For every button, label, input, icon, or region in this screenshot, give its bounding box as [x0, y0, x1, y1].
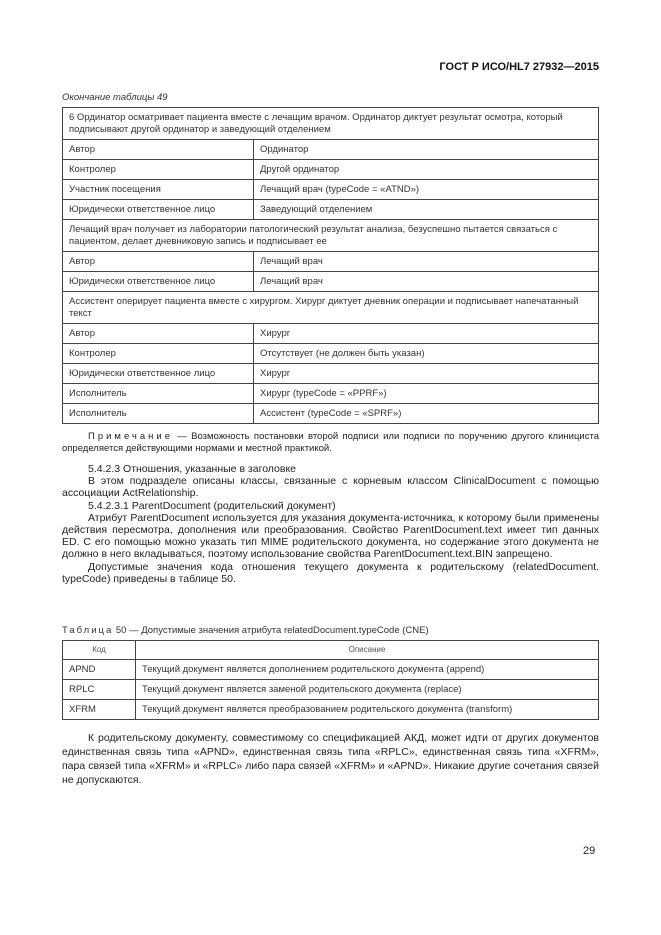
- header-description: Описание: [136, 641, 599, 660]
- description-cell: Текущий документ является преобразованием родительского документа (transform): [136, 700, 599, 720]
- table-header-row: [63, 641, 599, 660]
- participant-cell: Ассистент (typeCode = «SPRF»): [254, 404, 599, 424]
- table-row: [63, 140, 599, 160]
- table-row: [63, 700, 599, 720]
- code-cell: APND: [63, 660, 136, 680]
- table-section-row: [63, 220, 599, 252]
- table-50: [62, 640, 599, 720]
- table-section-row: [63, 292, 599, 324]
- participant-cell: Заведующий отделением: [254, 200, 599, 220]
- closing-text: К родительскому документу, совместимому со спецификацией АКД, может идти от других документов единственная связь типа «APND», единственная связь типа «RPLC», единственная связь типа «XFRM», пара связей типа «XFRM» и «RPLC» либо пара связей «XFRM» и «APND». Никакие другие сочетания связей не допускаются.: [62, 732, 599, 786]
- table-row: [63, 344, 599, 364]
- note: [62, 431, 599, 455]
- page-number: 29: [583, 845, 596, 857]
- participant-cell: Отсутствует (не должен быть указан): [254, 344, 599, 364]
- code-cell: RPLC: [63, 680, 136, 700]
- table-row: [63, 252, 599, 272]
- role-cell: Юридически ответственное лицо: [63, 364, 254, 384]
- participant-cell: Лечащий врач: [254, 252, 599, 272]
- table-49-caption: Окончание таблицы 49: [62, 92, 168, 103]
- role-cell: Автор: [63, 324, 254, 344]
- subsection-heading: 5.4.2.3.1 ParentDocument (родительский документ): [88, 499, 336, 512]
- note-label: Примечание: [88, 431, 173, 442]
- role-cell: Исполнитель: [63, 404, 254, 424]
- participant-cell: Хирург (typeCode = «PPRF»): [254, 384, 599, 404]
- description-cell: Текущий документ является дополнением родительского документа (append): [136, 660, 599, 680]
- role-cell: Контролер: [63, 160, 254, 180]
- role-cell: Автор: [63, 140, 254, 160]
- role-cell: Контролер: [63, 344, 254, 364]
- note-text: — Возможность постановки второй подписи или подписи по поручению другого клинициста определяется действующими нормами и местной практикой.: [62, 431, 599, 454]
- role-cell: Участник посещения: [63, 180, 254, 200]
- code-cell: XFRM: [63, 700, 136, 720]
- table-row: [63, 180, 599, 200]
- participant-cell: Хирург: [254, 324, 599, 344]
- table-row: [63, 384, 599, 404]
- paragraph: Атрибут ParentDocument используется для указания документа-источника, к которому были применены действия пересмотра, дополнения или преобразования. Свойство ParentDocument.text имеет тип данных ED. С его помощью можно указать тип MIME родительского документа, но содержание этого документа не должно в него вкладываться, поэтому использование свойства ParentDocument.text.BIN запрещено.: [62, 511, 599, 561]
- participant-cell: Лечащий врач: [254, 272, 599, 292]
- table-row: [63, 404, 599, 424]
- role-cell: Юридически ответственное лицо: [63, 200, 254, 220]
- participant-cell: Другой ординатор: [254, 160, 599, 180]
- closing-paragraph: [62, 731, 599, 787]
- table-row: [63, 200, 599, 220]
- participant-cell: Ординатор: [254, 140, 599, 160]
- paragraph: Допустимые значения кода отношения текущего документа к родительскому (relatedDocument. typeCode) приведены в таблице 50.: [62, 560, 599, 585]
- role-cell: Исполнитель: [63, 384, 254, 404]
- table-row: [63, 680, 599, 700]
- section-description: Ассистент оперирует пациента вместе с хирургом. Хирург диктует дневник операции и подписывает напечатанный текст: [63, 292, 599, 324]
- standard-header: ГОСТ Р ИСО/HL7 27932—2015: [439, 61, 599, 73]
- table-row: [63, 364, 599, 384]
- paragraph: В этом подразделе описаны классы, связанные с корневым классом ClinicalDocument с помощью ассоциации ActRelationship.: [62, 475, 599, 500]
- table-49: [62, 107, 599, 424]
- section-description: Лечащий врач получает из лаборатории патологический результат анализа, безуспешно пытается связаться с пациентом, делает дневниковую запись и подписывает ее: [63, 220, 599, 252]
- description-cell: Текущий документ является заменой родительского документа (replace): [136, 680, 599, 700]
- table-50-caption: [62, 625, 429, 636]
- table-row: [63, 324, 599, 344]
- participant-cell: Лечащий врач (typeCode = «ATND»): [254, 180, 599, 200]
- table-row: [63, 272, 599, 292]
- section-body: [62, 463, 599, 585]
- role-cell: Автор: [63, 252, 254, 272]
- participant-cell: Хирург: [254, 364, 599, 384]
- role-cell: Юридически ответственное лицо: [63, 272, 254, 292]
- caption-text: 50 — Допустимые значения атрибута relatedDocument.typeCode (CNE): [113, 625, 429, 636]
- section-description: 6 Ординатор осматривает пациента вместе с лечащим врачом. Ординатор диктует результат осмотра, который подписывают другой ординатор и заведующий отделением: [63, 108, 599, 140]
- caption-label: Таблица: [62, 625, 114, 636]
- table-row: [63, 160, 599, 180]
- table-section-row: [63, 108, 599, 140]
- header-code: Код: [63, 641, 136, 660]
- section-heading: 5.4.2.3 Отношения, указанные в заголовке: [88, 463, 297, 475]
- table-row: [63, 660, 599, 680]
